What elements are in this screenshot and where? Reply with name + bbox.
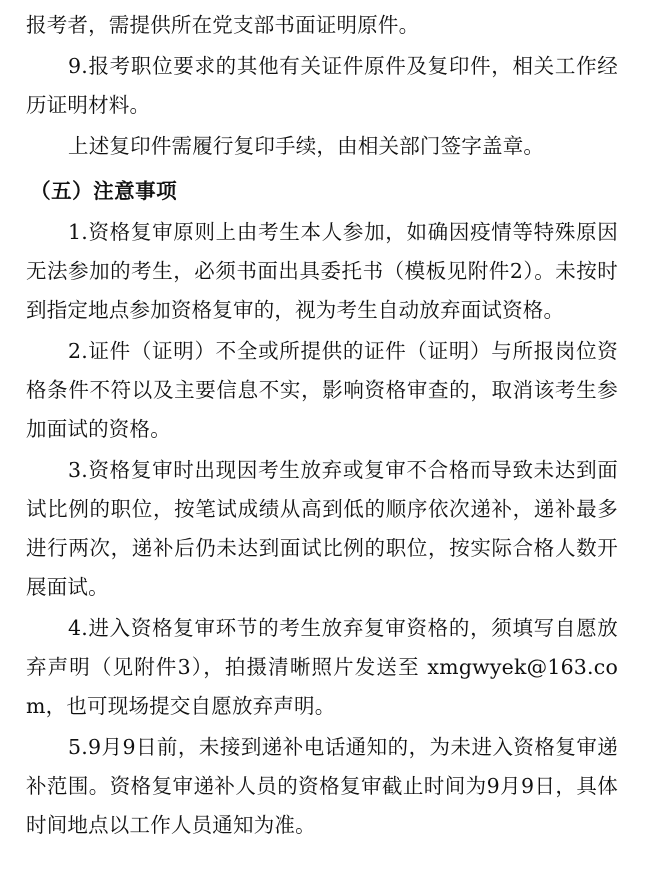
section-heading-notes: （五）注意事项 <box>30 179 178 203</box>
paragraph-note-1: 1.资格复审原则上由考生本人参加，如确因疫情等特殊原因无法参加的考生，必须书面出具委托书（模板见附件2）。未按时到指定地点参加资格复审的，视为考生自动放弃面试资格。 <box>26 220 618 322</box>
paragraph-note-5: 5.9月9日前，未接到递补电话通知的，为未进入资格复审递补范围。资格复审递补人员的资格复审截止时间为9月9日，具体时间地点以工作人员通知为准。 <box>26 735 618 837</box>
paragraph-item-9: 9.报考职位要求的其他有关证件原件及复印件，相关工作经历证明材料。 <box>26 54 618 117</box>
paragraph-note-4: 4.进入资格复审环节的考生放弃复审资格的，须填写自愿放弃声明（见附件3），拍摄清晰照片发送至 xmgwyek@163.com，也可现场提交自愿放弃声明。 <box>26 616 618 718</box>
paragraph-copies-note: 上述复印件需履行复印手续，由相关部门签字盖章。 <box>68 134 545 158</box>
paragraph-continued-line: 报考者，需提供所在党支部书面证明原件。 <box>26 13 420 37</box>
paragraph-note-3: 3.资格复审时出现因考生放弃或复审不合格而导致未达到面试比例的职位，按笔试成绩从高到低的顺序依次递补，递补最多进行两次，递补后仍未达到面试比例的职位，按实际合格人数开展面试。 <box>26 458 618 599</box>
paragraph-note-2: 2.证件（证明）不全或所提供的证件（证明）与所报岗位资格条件不符以及主要信息不实，影响资格审查的，取消该考生参加面试的资格。 <box>26 339 618 441</box>
